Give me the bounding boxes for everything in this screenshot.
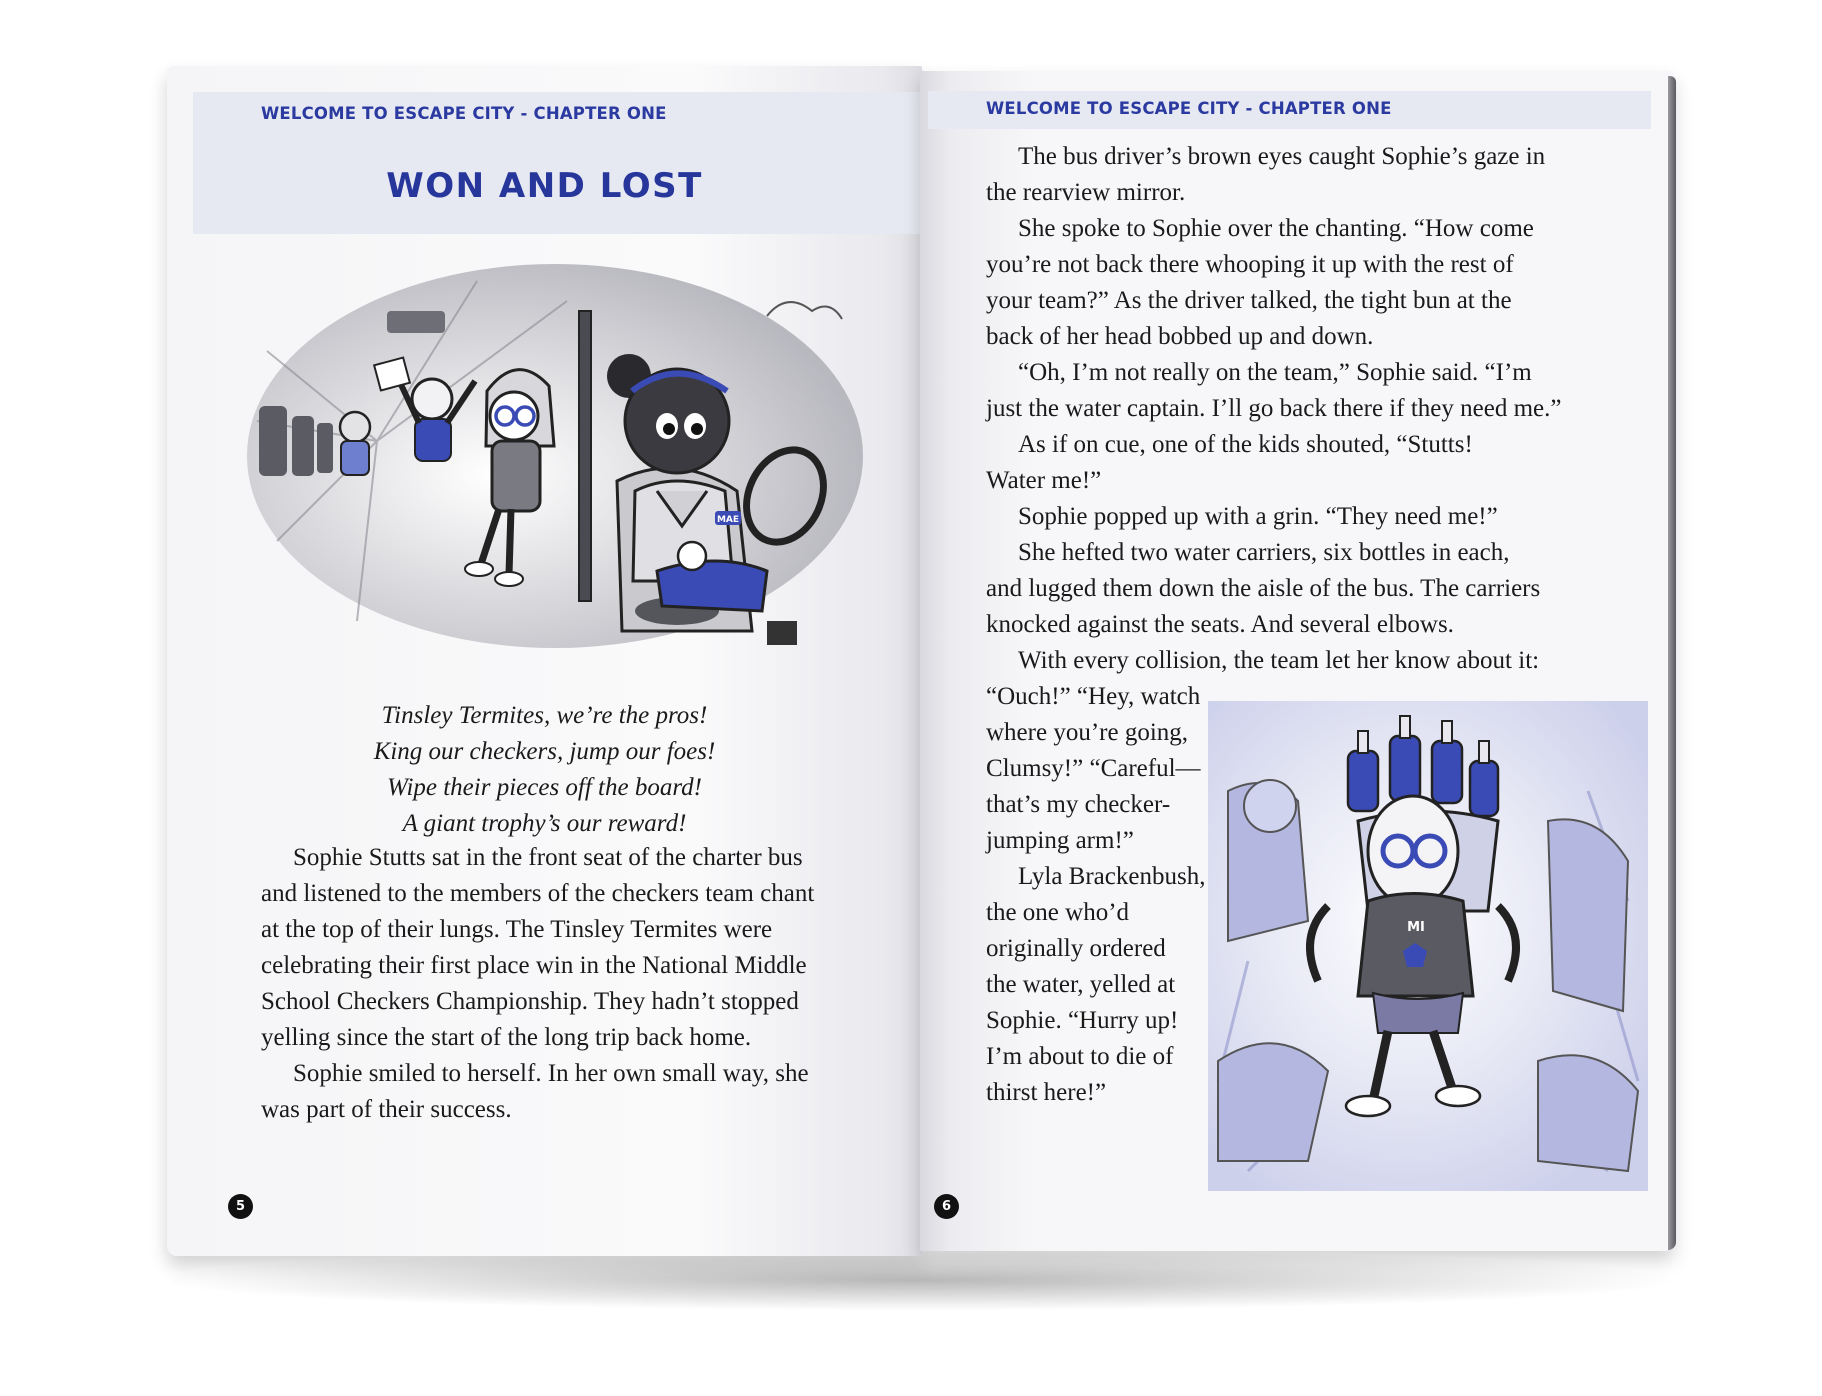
verse-line: A giant trophy’s our reward! [402,810,687,837]
paragraph-line: Sophie Stutts sat in the front seat of the charter bus [293,844,803,871]
paragraph-line: and lugged them down the aisle of the bus. The carriers [986,575,1541,602]
right-page [920,71,1674,1251]
bus-illustration [237,241,877,681]
paragraph-line: Sophie smiled to herself. In her own small way, she [293,1060,809,1087]
air-vent [387,311,445,333]
paragraph-line: knocked against the seats. And several elbows. [986,611,1454,638]
paragraph-line: Clumsy!” “Careful— [986,755,1201,782]
paragraph-line: She spoke to Sophie over the chanting. “How come [1018,215,1534,242]
paragraph-line: Water me!” [986,467,1102,494]
paragraph-line: “Oh, I’m not really on the team,” Sophie said. “I’m [1018,359,1532,386]
paragraph-line: Lyla Brackenbush, [1018,863,1206,890]
shirt-text: MI [1407,920,1425,935]
book-edge [1668,76,1676,1250]
running-head-right: WELCOME TO ESCAPE CITY - CHAPTER ONE [986,99,1392,118]
paragraph-line: your team?” As the driver talked, the tight bun at the [986,287,1512,314]
left-body-text [261,840,814,1128]
paragraph-line: She hefted two water carriers, six bottles in each, [1018,539,1510,566]
paragraph-line: originally ordered [986,935,1166,962]
paragraph-line: that’s my checker- [986,791,1171,818]
paragraph-line: yelling since the start of the long trip back home. [261,1024,752,1051]
verse-line: King our checkers, jump our foes! [373,738,716,765]
paragraph-line: was part of their success. [261,1096,512,1123]
paragraph-line: and listened to the members of the checkers team chant [261,880,815,907]
paragraph-line: The bus driver’s brown eyes caught Sophie’s gaze in [1018,143,1546,170]
book-shadow [170,1250,1670,1310]
paragraph-line: back of her head bobbed up and down. [986,323,1374,350]
page-number-right: 6 [934,1194,959,1219]
chant-verse [167,698,922,842]
paragraph-line: the rearview mirror. [986,179,1186,206]
paragraph-line: Sophie. “Hurry up! [986,1007,1179,1034]
paragraph-line: at the top of their lungs. The Tinsley Termites were [261,916,773,943]
paragraph-line: you’re not back there whooping it up with the rest of [986,251,1514,278]
page-number-left: 5 [228,1194,253,1219]
paragraph-line: Sophie popped up with a grin. “They need me!” [1018,503,1498,530]
paragraph-line: the one who’d [986,899,1130,926]
paragraph-line: celebrating their first place win in the National Middle [261,952,807,979]
paragraph-line: School Checkers Championship. They hadn’t stopped [261,988,799,1015]
bus-pole [579,311,591,601]
paragraph-line: jumping arm!” [986,827,1134,854]
paragraph-line: the water, yelled at [986,971,1176,998]
cloud-doodle [767,302,842,319]
paragraph-line: “Ouch!” “Hey, watch [986,683,1201,710]
chapter-title: WON AND LOST [386,166,703,206]
water-carrier-illustration [1208,701,1648,1191]
verse-line: Tinsley Termites, we’re the pros! [381,702,708,729]
left-page [167,66,922,1256]
paragraph-line: I’m about to die of [986,1043,1174,1070]
verse-line: Wipe their pieces off the board! [387,774,702,801]
paragraph-line: where you’re going, [986,719,1189,746]
paragraph-line: With every collision, the team let her know about it: [1018,647,1540,674]
driver-badge-text: MAE [716,515,740,525]
paragraph-line: just the water captain. I’ll go back there if they need me.” [986,395,1562,422]
paragraph-line: thirst here!” [986,1079,1107,1106]
paragraph-line: As if on cue, one of the kids shouted, “Stutts! [1018,431,1473,458]
running-head-left: WELCOME TO ESCAPE CITY - CHAPTER ONE [261,104,667,123]
